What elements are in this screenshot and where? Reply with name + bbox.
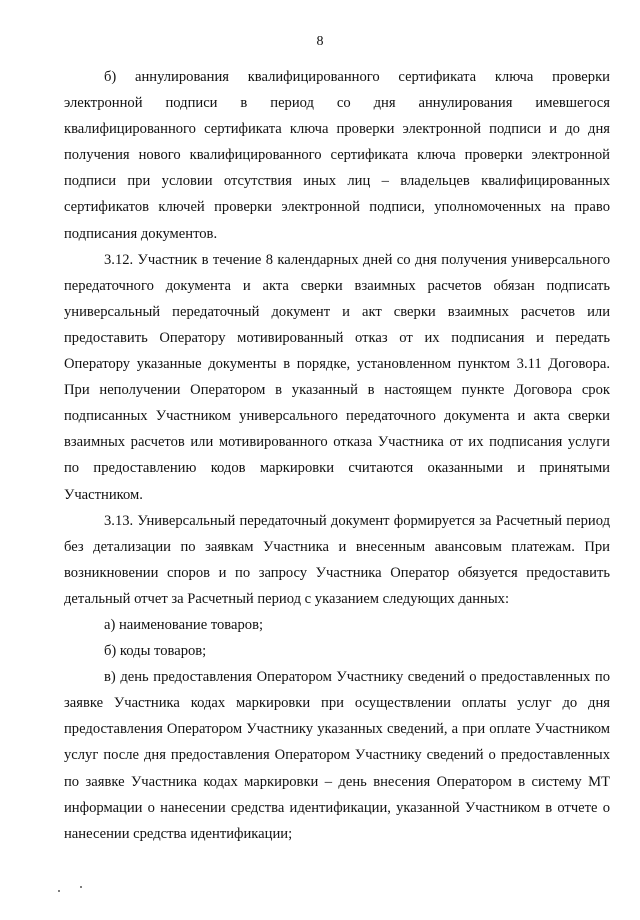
paragraph-3-12: 3.12. Участник в течение 8 календарных дней со дня получения универсального передаточного документа и акта сверки взаимных расчетов обязан подписать универсальный передаточный документ и акт сверки взаимных расчетов или предоставить Оператору мотивированный отказ от их подписания и передать Оператору указанные документы в порядке, установленном пунктом 3.11 Договора. При неполучении Оператором в указанный в настоящем пункте Договора срок подписанных Участником универсального передаточного документа и акта сверки взаимных расчетов или мотивированного отказа Участника от их подписания услуги по предоставлению кодов маркировки считаются оказанными и принятыми Участником. [64,251,610,503]
document-body [64,64,610,847]
page-number: 8 [316,34,324,49]
list-item-v: в) день предоставления Оператором Участнику сведений о предоставленных по заявке Участника кодах маркировки при осуществлении оплаты услуг до дня предоставления Оператором Участнику указанных сведений, а при оплате Участником услуг после дня предоставления Оператором Участнику сведений о предоставленных по заявке Участника кодах маркировки – день внесения Оператором в систему МТ информации о нанесении средства идентификации, указанной Участником в отчете о нанесении средства идентификации; [64,669,610,842]
paragraph-3-13: 3.13. Универсальный передаточный документ формируется за Расчетный период без детализации по заявкам Участника и внесенным авансовым платежам. При возникновении споров и по запросу Участника Оператор обязуется предоставить детальный отчет за Расчетный период с указанием следующих данных: [64,512,610,607]
list-item-a: а) наименование товаров; [104,616,264,633]
scan-artifact [58,884,98,894]
paragraph-b-annulment: б) аннулирования квалифицированного сертификата ключа проверки электронной подписи в период со дня аннулирования имевшегося квалифицированного сертификата ключа проверки электронной подписи и до дня получения нового квалифицированного сертификата ключа проверки электронной подписи при условии отсутствия иных лиц – владельцев квалифицированных сертификатов ключей проверки электронной подписи, уполномоченных на право подписания документов. [64,69,610,242]
list-item-b: б) коды товаров; [104,643,207,660]
